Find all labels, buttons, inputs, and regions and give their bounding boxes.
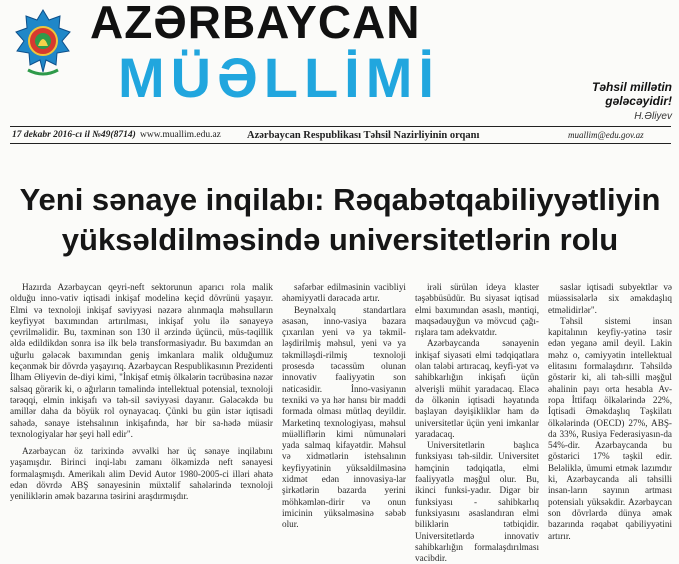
motto-line-1: Təhsil millətin [591,80,672,94]
masthead-motto [566,80,672,108]
infobar-top-rule [10,126,671,127]
article-column-3 [415,282,539,564]
issue-date: 17 dekabr 2016-cı il №49(8714) [12,130,136,140]
infobar-bottom-rule [10,143,671,144]
column-4-paragraph-1: saslar iqtisadi subyektlər və müəssisələrlə six əməkdaşlıq etməlidirlər". [548,282,672,315]
column-1-paragraph-1: Hazırda Azərbaycan qeyri-neft sektorunun aparıcı rola malik olduğu inno-vativ iqtisadi inkişaf modelinə keçid dövrünü yaşayır. Elmi və texnoloji inkişaf səviyyəsi nəzərə alınmaqla məhsulların keyfiyyət baxımından artırılması, inkişaf yolu ilə sənayeyə çevrilməlidir. Bu, təxminən son 130 il ərzində üçüncü, müs-təqillik əldə edildikdən sonra isə ilk belə transformasiyadır. Bu baxımdan ən uğurlu gələcək baxımından geniş imkanlara malik olduğumuz keçənmək bir dövrdə yaşayırıq. Azərbaycan Respublikasının Prezidenti İlham Əliyevin de-diyi kimi, "İnkişaf etmiş ölkələrin təcrübəsinə nəzər salsaq görərik ki, o ağırların təməlində intellektual potensial, texnoloji tərəqqi, elmin inkişafı və təh-sil səviyyəsi dayanır. Gələcəkdə bu amillər daha da böyük rol oynayacaq. Çünki bu gün istər iqtisadi sahədə, sənaye istehsalının inkişafında, hər bir sa-hədə müasir texnologiyalar hər şeyi həll edir". [10,282,273,439]
website-link[interactable]: www.muallim.edu.az [140,130,221,140]
headline-line-1: Yeni sənaye inqilabı: Rəqabətqabiliyyətliyin [19,182,661,217]
masthead-subtitle: MÜƏLLİMİ [118,46,440,109]
article-column-2 [282,282,406,530]
column-2-paragraph-2: Beynəlxalq standartlara əsasən, inno-vasiya bazara çıxarılan yeni və ya təkmil-ləşdirilmiş məhsul, yeni və ya təkmilləşdi-rilmiş texnoloji prosesdə təcəssüm olunan innovativ fəaliyyətin son nəticəsidir. İnno-vasiyanın texniki və ya hər hansı bir maddi formada olması mütləq deyildir. Marketinq texnologiyası, məhsul müəlliflərin kimi nümunələri yada salmaq kifayətdir. Məhsul və xidmətlərin istehsalının keyfiyyətinin yüksəldilməsinə xidmət edən innovasiya-lar şirkətlərin bazarda yerini möhkəmlən-dirir və onun imicinin yüksəlməsinə səbəb olur. [282,304,406,530]
column-3-paragraph-1: irəli sürülən ideya klaster təşəbbüsüdür. Bu siyasət iqtisad elmi baxımından əsaslı, məntiqi, maqsədəuyğun və mövcud çağı-rışlara tam adekvatdır. [415,282,539,338]
column-3-paragraph-3: Universitetlərin başlıca funksiyası təh-sildir. Universitet həmçinin tədqiqatla, elmi fəaliyyətlə məşğul olur. Bu, ikinci funksi-yadır. Digər bir funksiyası - sahibkarlıq funksiyasını əsaslandıran elmi biliklərin tətbiqidir. Universitetlərdə innovativ sahibkarlığın formalaşdırılması vacibdir. [415,440,539,564]
masthead-title: AZƏRBAYCAN [90,0,421,48]
column-1-paragraph-2: Azərbaycan öz tarixində əvvəlki hər üç sənaye inqilabını yaşamışdır. Birinci inqi-labı zamanı ölkəmizdə neft sənayesi formalaşmışdı. Amerikalı alim Devid Autor 1980-2005-ci illəri əhatə edən dövrdə ABŞ sənayesinin müxtəlif sahələrində texnoloji yeniliklərin əmək bazarına təsirini araşdırmışdır. [10,446,273,502]
article-headline [10,180,670,260]
azerbaijan-emblem-icon [14,8,72,78]
motto-line-2: gələcəyidir! [605,94,672,108]
column-2-paragraph-1: səfərbər edilməsinin vacibliyi əhəmiyyətli dərəcədə artır. [282,282,406,304]
column-4-paragraph-2: Təhsil sistemi insan kapitalının keyfiy-yətinə təsir edən yeganə amil deyil. Lakin məhz o, cəmiyyətin intellektual elitasını formalaşdırır. Təhsildə göstərir ki, ali təh-silli məşğul əhalinin payı orta hesabla Av-ropa İttifaqı ölkələrində 22%, İqtisadi Əməkdaşlıq Təşkilatı ölkələrində (OECD) 27%, ABŞ-da 33%, Rusiya Federasiyasın-da 54%-dir. Azərbaycanda bu göstərici 17% təşkil edir. Beləliklə, ümumi etmək lazımdır ki, Azərbaycanda ali təhsilli insan-ların sayının artması potensialı yüksəkdir. Azərbaycan son dövrlərdə dünya əmək bazarında rəqabət qabiliyyətini artırır. [548,315,672,541]
column-3-paragraph-2: Azərbaycanda sənayenin inkişaf siyasəti elmi tədqiqatlara olan tələbi artıracaq, keyfi-yət və sahibkarlığın inkişafı üçün əlverişli mühit yaradacaq. Eləcə də ölkənin iqtisadi həyatında başlayan dəyişikliklər ham də universitetlər üçün yeni imkanlar yaradacaq. [415,338,539,439]
headline-line-2: yüksəldilməsində universitetlərin rolu [61,222,619,257]
email-link[interactable]: muallim@edu.gov.az [568,130,644,140]
article-column-4 [548,282,672,541]
article-column-1 [10,282,273,502]
publisher-organ: Azərbaycan Respublikası Təhsil Nazirliyinin orqanı [247,130,480,141]
motto-author: H.Əliyev [634,111,672,122]
